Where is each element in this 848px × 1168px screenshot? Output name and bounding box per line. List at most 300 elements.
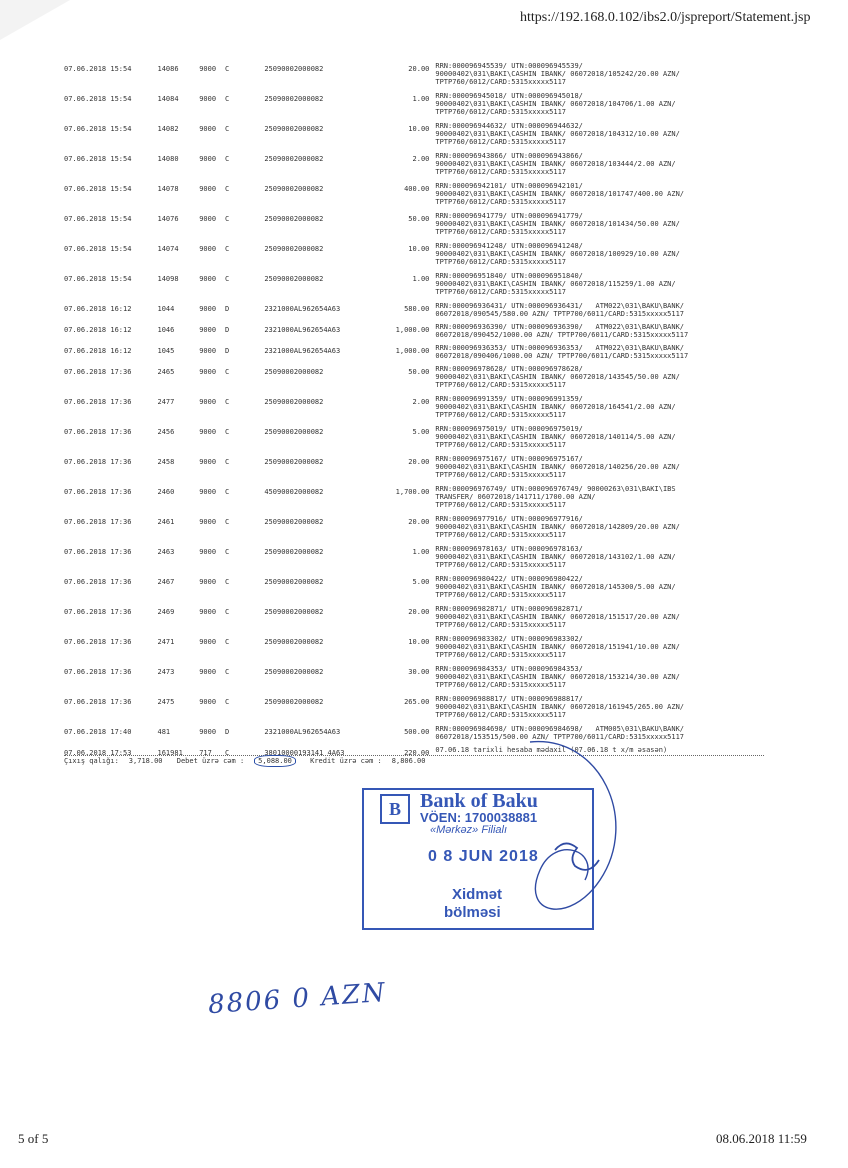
row-amount-text: 10.00 [408,125,430,133]
row-account [264,695,360,725]
row-description [435,323,764,344]
row-amount-text: 5.00 [412,578,430,586]
row-op-code [199,425,225,455]
stamp-service-line2: bölməsi [444,904,501,921]
row-description [435,485,764,515]
stamp-date: 0 8 JUN 2018 [428,848,539,865]
row-account [264,242,360,272]
row-account-text: 25090002000082 [264,608,324,616]
row-date-text: 07.06.2018 15:54 [64,215,132,223]
row-account [264,344,360,365]
row-op-code [199,665,225,695]
row-doc-number-text: 161981 [157,749,183,757]
row-amount-text: 1,000.00 [395,347,430,355]
row-debit-credit-text: C [225,185,230,193]
row-date [64,695,158,725]
table-row [64,485,764,515]
row-op-code-text: 9000 [199,245,217,253]
row-description [435,725,764,746]
row-amount [360,545,435,575]
row-amount [360,455,435,485]
row-date [64,665,158,695]
row-amount [360,182,435,212]
row-amount-text: 30.00 [408,668,430,676]
row-date [64,122,158,152]
row-description-text: RRN:000096976749/ UTN:000096976749/ 90000263\031\BAKI\IBS TRANSFER/ 06072018/141711/1700.00 AZN/ TPTP760/6012/CARD:5315xxxxx5117 [435,485,676,509]
row-amount-text: 20.00 [408,458,430,466]
row-doc-number-text: 14076 [157,215,179,223]
row-doc-number [158,395,200,425]
row-account-text: 25090002000082 [264,65,324,73]
row-description-text: RRN:000096942101/ UTN:000096942101/ 90000402\031\BAKI\CASHIN IBANK/ 06072018/101747/400.00 AZN/ TPTP760/6012/CARD:5315xxxxx5117 [435,182,685,206]
row-op-code-text: 9000 [199,578,217,586]
row-op-code [199,272,225,302]
table-row [64,242,764,272]
row-doc-number [158,545,200,575]
row-op-code-text: 9000 [199,458,217,466]
row-op-code [199,365,225,395]
row-description-text: RRN:000096941779/ UTN:000096941779/ 90000402\031\BAKI\CASHIN IBANK/ 06072018/101434/50.00 AZN/ TPTP760/6012/CARD:5315xxxxx5117 [435,212,680,236]
row-debit-credit [225,92,264,122]
row-description [435,152,764,182]
row-op-code-text: 9000 [199,548,217,556]
row-op-code-text: 9000 [199,518,217,526]
row-account-text: 2321000AL962654A63 [264,326,341,334]
row-account [264,725,360,746]
row-op-code [199,725,225,746]
row-description [435,242,764,272]
row-date-text: 07.06.2018 15:54 [64,245,132,253]
row-doc-number [158,695,200,725]
row-op-code [199,323,225,344]
totals-line [64,757,435,765]
row-debit-credit-text: C [225,368,230,376]
row-date-text: 07.06.2018 17:36 [64,368,132,376]
print-datetime: 08.06.2018 11:59 [716,1131,807,1146]
row-account-text: 25090002000082 [264,518,324,526]
row-debit-credit-text: C [225,125,230,133]
row-amount-text: 2.00 [412,155,430,163]
row-date-text: 07.06.2018 17:36 [64,548,132,556]
row-amount-text: 1.00 [412,275,430,283]
row-date-text: 07.06.2018 15:54 [64,125,132,133]
row-op-code-text: 9000 [199,728,217,736]
row-doc-number [158,455,200,485]
table-row [64,725,764,746]
row-debit-credit [225,344,264,365]
debit-total-value: 5,088.00 [254,755,296,767]
row-date-text: 07.06.2018 15:54 [64,275,132,283]
row-debit-credit [225,122,264,152]
row-description-text: RRN:000096991359/ UTN:000096991359/ 90000402\031\BAKI\CASHIN IBANK/ 06072018/164541/2.00 AZN/ TPTP760/6012/CARD:5315xxxxx5117 [435,395,676,419]
row-op-code [199,605,225,635]
row-date [64,605,158,635]
page-number: 5 of 5 [18,1131,49,1146]
row-description [435,746,764,767]
row-debit-credit-text: C [225,578,230,586]
bank-logo: B [380,794,410,824]
row-doc-number [158,212,200,242]
row-op-code-text: 9000 [199,398,217,406]
stamp-service-line1: Xidmət [452,886,503,903]
row-debit-credit [225,425,264,455]
row-op-code [199,515,225,545]
row-description-text: RRN:000096936431/ UTN:000096936431/ ATM022\031\BAKU\BANK/ 06072018/090545/580.00 AZN/ TPTP700/6011/CARD:5315xxxxx5117 [435,302,685,318]
row-doc-number [158,242,200,272]
row-debit-credit [225,323,264,344]
row-account [264,365,360,395]
row-description-text: RRN:000096982871/ UTN:000096982871/ 90000402\031\BAKI\CASHIN IBANK/ 06072018/151517/20.00 AZN/ TPTP760/6012/CARD:5315xxxxx5117 [435,605,680,629]
row-description-text: RRN:000096936390/ UTN:000096936390/ ATM022\031\BAKU\BANK/ 06072018/090452/1000.00 AZN/ TPTP700/6011/CARD:5315xxxxx5117 [435,323,689,339]
row-amount-text: 400.00 [404,185,430,193]
row-date-text: 07.06.2018 16:12 [64,305,132,313]
row-amount [360,92,435,122]
row-account-text: 25090002000082 [264,125,324,133]
row-amount-text: 20.00 [408,518,430,526]
table-row [64,665,764,695]
row-account [264,323,360,344]
row-op-code-text: 9000 [199,638,217,646]
row-date [64,575,158,605]
page-fold [0,0,70,40]
row-amount-text: 10.00 [408,638,430,646]
table-row [64,92,764,122]
row-account [264,455,360,485]
row-date [64,323,158,344]
row-debit-credit-text: C [225,458,230,466]
row-date-text: 07.06.2018 17:36 [64,518,132,526]
row-amount-text: 20.00 [408,608,430,616]
row-date [64,515,158,545]
row-description [435,122,764,152]
row-description [435,365,764,395]
row-date-text: 07.06.2018 15:54 [64,65,132,73]
row-doc-number-text: 1044 [157,305,175,313]
table-row [64,272,764,302]
stamp-voen: VÖEN: 1700038881 [420,810,538,825]
row-amount [360,725,435,746]
row-amount-text: 50.00 [408,215,430,223]
row-description [435,695,764,725]
row-date [64,152,158,182]
closing-balance-label: Çıxış qalığı: [64,757,119,765]
row-description [435,515,764,545]
row-description-text: RRN:000096975167/ UTN:000096975167/ 90000402\031\BAKI\CASHIN IBANK/ 06072018/140256/20.00 AZN/ TPTP760/6012/CARD:5315xxxxx5117 [435,455,680,479]
row-doc-number-text: 2475 [157,698,175,706]
row-op-code-text: 9000 [199,185,217,193]
row-doc-number [158,152,200,182]
row-amount [360,344,435,365]
row-op-code [199,485,225,515]
row-amount [360,365,435,395]
row-date [64,242,158,272]
row-doc-number [158,302,200,323]
row-account-text: 38010000193141 4A63 [264,749,345,757]
row-description-text: RRN:000096936353/ UTN:000096936353/ ATM022\031\BAKU\BANK/ 06072018/090406/1000.00 AZN/ TPTP700/6011/CARD:5315xxxxx5117 [435,344,689,360]
row-date [64,365,158,395]
row-amount [360,635,435,665]
row-doc-number [158,635,200,665]
row-debit-credit [225,605,264,635]
row-op-code-text: 9000 [199,368,217,376]
row-date-text: 07.06.2018 17:36 [64,488,132,496]
row-date-text: 07.06.2018 17:53 [64,749,132,757]
row-description [435,302,764,323]
row-description [435,635,764,665]
row-doc-number-text: 1046 [157,326,175,334]
row-account [264,515,360,545]
row-date [64,485,158,515]
table-row [64,425,764,455]
row-account-text: 25090002000082 [264,155,324,163]
row-description-text: RRN:000096944632/ UTN:000096944632/ 90000402\031\BAKI\CASHIN IBANK/ 06072018/104312/10.00 AZN/ TPTP760/6012/CARD:5315xxxxx5117 [435,122,680,146]
row-debit-credit [225,665,264,695]
row-date [64,302,158,323]
row-date-text: 07.06.2018 17:36 [64,698,132,706]
row-amount-text: 580.00 [404,305,430,313]
row-date [64,344,158,365]
row-amount [360,395,435,425]
row-account-text: 25090002000082 [264,698,324,706]
row-op-code-text: 9000 [199,668,217,676]
row-description-text: RRN:000096945539/ UTN:000096945539/ 90000402\031\BAKI\CASHIN IBANK/ 06072018/105242/20.00 AZN/ TPTP760/6012/CARD:5315xxxxx5117 [435,62,680,86]
row-account-text: 2321000AL962654A63 [264,347,341,355]
row-description-text: RRN:000096978163/ UTN:000096978163/ 90000402\031\BAKI\CASHIN IBANK/ 06072018/143102/1.00 AZN/ TPTP760/6012/CARD:5315xxxxx5117 [435,545,676,569]
row-date [64,635,158,665]
row-op-code [199,302,225,323]
row-doc-number-text: 2458 [157,458,175,466]
row-account-text: 25090002000082 [264,398,324,406]
row-op-code [199,344,225,365]
row-debit-credit [225,635,264,665]
row-description [435,272,764,302]
row-debit-credit [225,515,264,545]
row-op-code [199,182,225,212]
row-op-code-text: 9000 [199,215,217,223]
row-date-text: 07.06.2018 17:36 [64,428,132,436]
row-amount [360,272,435,302]
row-debit-credit-text: C [225,245,230,253]
row-op-code-text: 9000 [199,65,217,73]
row-date-text: 07.06.2018 15:54 [64,185,132,193]
row-doc-number [158,365,200,395]
row-amount-text: 20.00 [408,65,430,73]
row-doc-number [158,62,200,92]
row-description [435,575,764,605]
row-doc-number-text: 14098 [157,275,179,283]
table-row [64,302,764,323]
stamp-bank-name: Bank of Baku [420,790,538,812]
row-amount-text: 1,000.00 [395,326,430,334]
row-debit-credit [225,695,264,725]
row-doc-number [158,92,200,122]
row-debit-credit [225,455,264,485]
row-debit-credit [225,272,264,302]
row-account-text: 25090002000082 [264,428,324,436]
row-op-code [199,242,225,272]
row-debit-credit-text: C [225,638,230,646]
row-doc-number [158,725,200,746]
row-amount [360,62,435,92]
table-row [64,152,764,182]
row-doc-number [158,122,200,152]
row-doc-number [158,665,200,695]
bank-stamp [362,788,594,930]
row-amount [360,242,435,272]
table-row [64,545,764,575]
row-doc-number [158,425,200,455]
row-description-text: RRN:000096951840/ UTN:000096951840/ 90000402\031\BAKI\CASHIN IBANK/ 06072018/115259/1.00 AZN/ TPTP760/6012/CARD:5315xxxxx5117 [435,272,676,296]
row-doc-number-text: 14078 [157,185,179,193]
row-description-text: RRN:000096984353/ UTN:000096984353/ 90000402\031\BAKI\CASHIN IBANK/ 06072018/153214/30.00 AZN/ TPTP760/6012/CARD:5315xxxxx5117 [435,665,680,689]
row-doc-number-text: 14082 [157,125,179,133]
row-doc-number [158,323,200,344]
row-date [64,395,158,425]
row-debit-credit-text: C [225,488,230,496]
row-doc-number-text: 14086 [157,65,179,73]
row-date [64,182,158,212]
row-op-code [199,635,225,665]
row-debit-credit-text: C [225,548,230,556]
row-debit-credit-text: C [225,275,230,283]
row-doc-number-text: 14080 [157,155,179,163]
row-amount [360,122,435,152]
row-description-text: RRN:000096945018/ UTN:000096945018/ 90000402\031\BAKI\CASHIN IBANK/ 06072018/104706/1.00 AZN/ TPTP760/6012/CARD:5315xxxxx5117 [435,92,676,116]
row-date [64,455,158,485]
row-amount-text: 1.00 [412,95,430,103]
row-description [435,605,764,635]
row-account-text: 25090002000082 [264,548,324,556]
row-date [64,92,158,122]
row-account-text: 25090002000082 [264,185,324,193]
row-doc-number [158,485,200,515]
statement-rows [64,62,764,767]
page-url: https://192.168.0.102/ibs2.0/jspreport/Statement.jsp [520,10,811,25]
row-date-text: 07.06.2018 17:36 [64,638,132,646]
row-op-code-text: 9000 [199,326,217,334]
row-amount-text: 5.00 [412,428,430,436]
row-amount-text: 10.00 [408,245,430,253]
table-row [64,365,764,395]
stamp-filial: «Mərkəz» Filialı [430,824,508,836]
table-row [64,605,764,635]
row-op-code [199,455,225,485]
row-description [435,545,764,575]
row-description [435,344,764,365]
row-date-text: 07.06.2018 17:36 [64,668,132,676]
row-description-text: RRN:000096975019/ UTN:000096975019/ 90000402\031\BAKI\CASHIN IBANK/ 06072018/140114/5.00 AZN/ TPTP760/6012/CARD:5315xxxxx5117 [435,425,676,449]
row-amount [360,302,435,323]
row-account [264,545,360,575]
row-amount [360,485,435,515]
row-description [435,92,764,122]
row-description-text: RRN:000096984698/ UTN:000096984698/ ATM005\031\BAKU\BANK/ 06072018/153515/500.00 AZN/ TPTP700/6011/CARD:5315xxxxx5117 [435,725,685,741]
handwritten-note: 8806 0 AZN [207,977,388,1021]
row-op-code-text: 9000 [199,155,217,163]
row-amount [360,665,435,695]
row-amount [360,605,435,635]
row-account [264,62,360,92]
row-debit-credit [225,575,264,605]
row-doc-number-text: 2469 [157,608,175,616]
row-doc-number-text: 2456 [157,428,175,436]
row-debit-credit-text: C [225,749,230,757]
row-debit-credit-text: C [225,518,230,526]
row-description-text: RRN:000096980422/ UTN:000096980422/ 90000402\031\BAKI\CASHIN IBANK/ 06072018/145300/5.00 AZN/ TPTP760/6012/CARD:5315xxxxx5117 [435,575,676,599]
row-amount [360,152,435,182]
row-description [435,425,764,455]
row-date-text: 07.06.2018 16:12 [64,347,132,355]
table-row [64,575,764,605]
row-amount-text: 50.00 [408,368,430,376]
row-op-code-text: 9000 [199,305,217,313]
row-debit-credit-text: D [225,305,230,313]
row-account [264,635,360,665]
row-description-text: RRN:000096977916/ UTN:000096977916/ 90000402\031\BAKI\CASHIN IBANK/ 06072018/142809/20.00 AZN/ TPTP760/6012/CARD:5315xxxxx5117 [435,515,680,539]
row-description [435,62,764,92]
row-account-text: 25090002000082 [264,275,324,283]
row-debit-credit-text: C [225,608,230,616]
row-amount [360,695,435,725]
row-doc-number-text: 2473 [157,668,175,676]
row-account-text: 25090002000082 [264,638,324,646]
row-description-text: RRN:000096983302/ UTN:000096983302/ 90000402\031\BAKI\CASHIN IBANK/ 06072018/151941/10.00 AZN/ TPTP760/6012/CARD:5315xxxxx5117 [435,635,680,659]
row-amount-text: 2.00 [412,398,430,406]
row-account [264,92,360,122]
row-debit-credit-text: C [225,155,230,163]
debit-total-label: Debet üzrə cəm : [176,757,245,765]
row-date [64,725,158,746]
row-op-code-text: 9000 [199,125,217,133]
row-date-text: 07.06.2018 17:36 [64,608,132,616]
row-date-text: 07.06.2018 15:54 [64,95,132,103]
row-debit-credit-text: D [225,326,230,334]
row-account-text: 25090002000082 [264,578,324,586]
row-debit-credit-text: D [225,728,230,736]
row-account-text: 25090002000082 [264,95,324,103]
table-row [64,323,764,344]
row-doc-number-text: 1045 [157,347,175,355]
row-account-text: 2321000AL962654A63 [264,728,341,736]
row-op-code [199,152,225,182]
table-row [64,695,764,725]
row-description [435,182,764,212]
row-debit-credit [225,302,264,323]
row-description [435,395,764,425]
row-op-code-text: 9000 [199,428,217,436]
row-account [264,425,360,455]
row-account [264,182,360,212]
row-date-text: 07.06.2018 17:36 [64,578,132,586]
row-doc-number [158,575,200,605]
row-op-code-text: 9000 [199,488,217,496]
row-debit-credit [225,545,264,575]
table-row [64,62,764,92]
row-description-text: RRN:000096941248/ UTN:000096941248/ 90000402\031\BAKI\CASHIN IBANK/ 06072018/100929/10.00 AZN/ TPTP760/6012/CARD:5315xxxxx5117 [435,242,680,266]
row-date-text: 07.06.2018 16:12 [64,326,132,334]
row-debit-credit [225,725,264,746]
row-account-text: 45090002000082 [264,488,324,496]
row-date-text: 07.06.2018 17:40 [64,728,132,736]
row-debit-credit-text: C [225,428,230,436]
row-account [264,575,360,605]
row-doc-number [158,605,200,635]
row-op-code-text: 717 [199,749,212,757]
row-doc-number-text: 2463 [157,548,175,556]
row-date [64,545,158,575]
table-row [64,212,764,242]
row-date-text: 07.06.2018 17:36 [64,458,132,466]
